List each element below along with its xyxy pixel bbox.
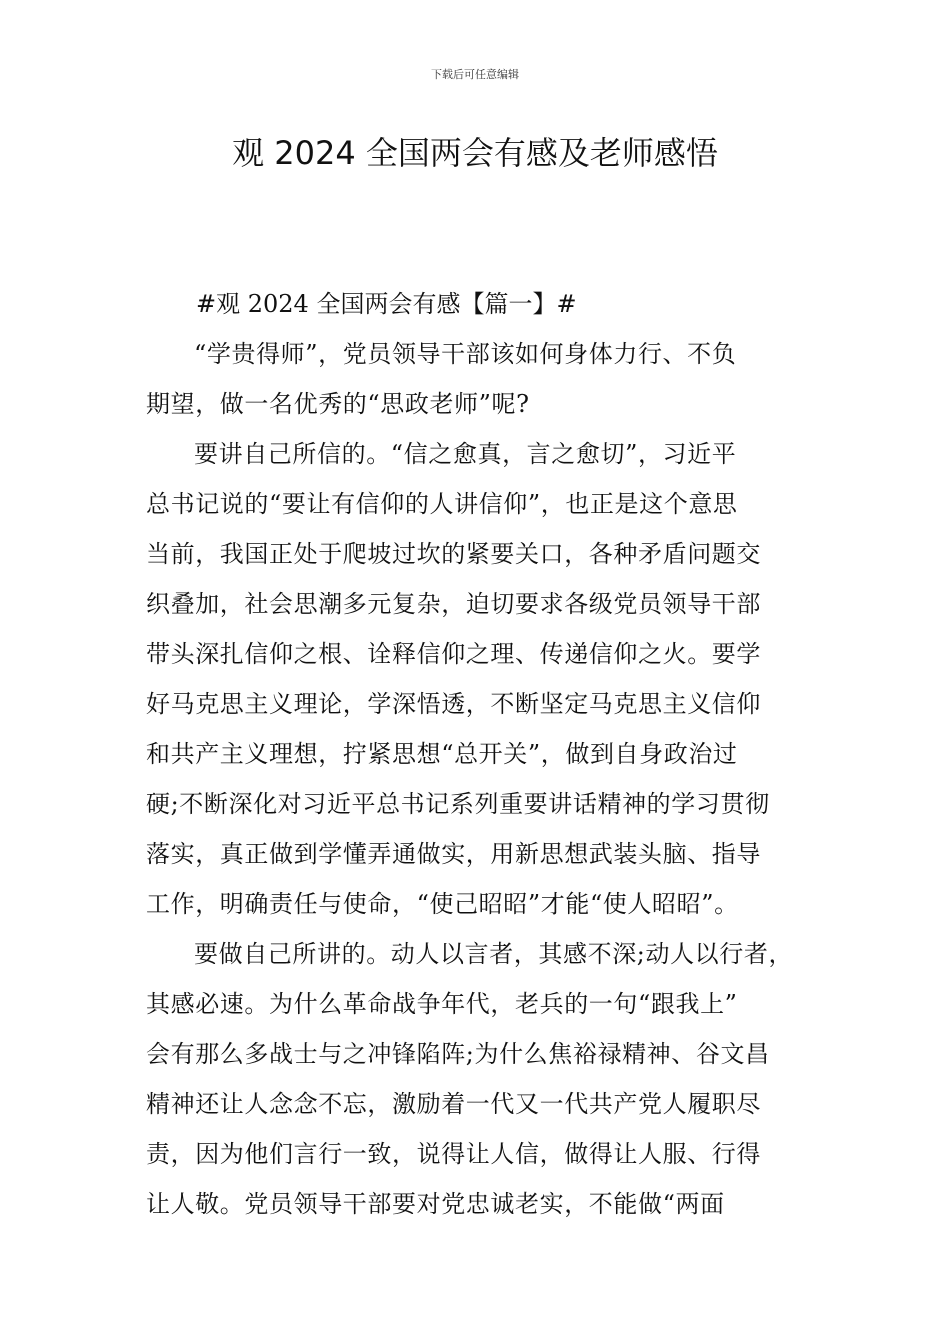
paragraph-line: 当前，我国正处于爬坡过坎的紧要关口，各种矛盾问题交 xyxy=(146,540,761,568)
paragraph-line: 总书记说的“要让有信仰的人讲信仰”，也正是这个意思 xyxy=(146,490,738,518)
header-note: 下载后可任意编辑 xyxy=(431,68,519,81)
document-title: 观 2024 全国两会有感及老师感悟 xyxy=(232,134,718,172)
paragraph-line: 落实，真正做到学懂弄通做实，用新思想武装头脑、指导 xyxy=(146,840,761,868)
paragraph-2 xyxy=(146,429,822,929)
paragraph-line: 带头深扎信仰之根、诠释信仰之理、传递信仰之火。要学 xyxy=(146,640,761,668)
paragraph-line: 好马克思主义理论，学深悟透，不断坚定马克思主义信仰 xyxy=(146,690,761,718)
document-body xyxy=(146,279,822,1229)
paragraph-1 xyxy=(146,329,822,429)
paragraph-line: 期望，做一名优秀的“思政老师”呢? xyxy=(146,390,530,418)
paragraph-line: 硬;不断深化对习近平总书记系列重要讲话精神的学习贯彻 xyxy=(146,790,770,818)
paragraph-line: “学贵得师”，党员领导干部该如何身体力行、不负 xyxy=(194,340,737,368)
paragraph-line: 要讲自己所信的。“信之愈真，言之愈切”，习近平 xyxy=(194,440,737,468)
paragraph-line: 织叠加，社会思潮多元复杂，迫切要求各级党员领导干部 xyxy=(146,590,761,618)
paragraph-line: 让人敬。党员领导干部要对党忠诚老实，不能做“两面 xyxy=(146,1190,725,1218)
paragraph-3 xyxy=(146,929,822,1229)
paragraph-line: 工作，明确责任与使命，“使己昭昭”才能“使人昭昭”。 xyxy=(146,890,739,918)
paragraph-line: 和共产主义理想，拧紧思想“总开关”，做到自身政治过 xyxy=(146,740,738,768)
paragraph-line: 精神还让人念念不忘，激励着一代又一代共产党人履职尽 xyxy=(146,1090,761,1118)
paragraph-line: 会有那么多战士与之冲锋陷阵;为什么焦裕禄精神、谷文昌 xyxy=(146,1040,770,1068)
section-heading: #观 2024 全国两会有感【篇一】# xyxy=(196,290,577,318)
paragraph-line: 责，因为他们言行一致，说得让人信，做得让人服、行得 xyxy=(146,1140,761,1168)
paragraph-line: 其感必速。为什么革命战争年代，老兵的一句“跟我上” xyxy=(146,990,738,1018)
paragraph-line: 要做自己所讲的。动人以言者，其感不深;动人以行者， xyxy=(194,940,794,968)
